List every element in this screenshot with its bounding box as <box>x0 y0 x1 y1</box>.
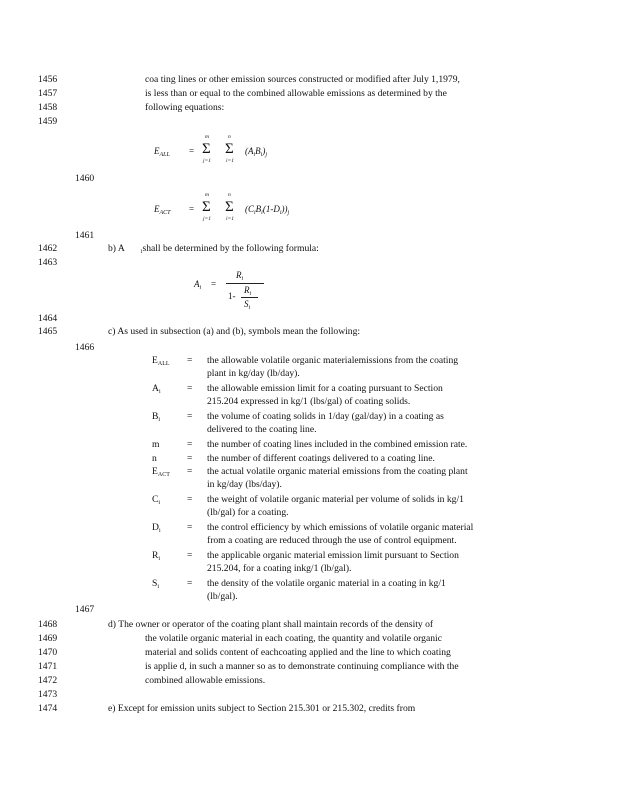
definition-text: the allowable volatile organic materialemissions from the coating <box>207 355 459 366</box>
definition-text: 215.204 expressed in kg/1 (lbs/gal) of coating solids. <box>207 396 411 407</box>
line-number: 1461 <box>75 230 95 241</box>
part-d-line: combined allowable emissions. <box>145 675 266 686</box>
definition-equals: = <box>187 494 193 505</box>
definition-text: the density of the volatile organic material in a coating in kg/1 <box>207 578 446 589</box>
definition-equals: = <box>187 439 193 450</box>
definition-text: plant in kg/day (lb/day). <box>207 368 300 379</box>
definition-equals: = <box>187 550 193 561</box>
line-number: 1456 <box>38 74 58 85</box>
line-number: 1463 <box>38 257 58 268</box>
definition-equals: = <box>187 578 193 589</box>
line-number: 1473 <box>38 689 58 700</box>
line-number: 1462 <box>38 243 58 254</box>
definition-equals: = <box>187 453 193 464</box>
definition-text: from a coating are reduced through the use of control equipment. <box>207 535 457 546</box>
definition-text: the control efficiency by which emissions of volatile organic material <box>207 522 474 533</box>
paragraph-line: following equations: <box>145 102 225 113</box>
definition-equals: = <box>187 466 193 477</box>
line-number: 1471 <box>38 661 58 672</box>
definition-symbol: $D_i$ <box>152 522 161 534</box>
limit-bottom: j=1 <box>203 158 211 164</box>
part-c-heading: c) As used in subsection (a) and (b), symbols mean the following: <box>108 326 361 337</box>
definition-symbol: $E_{ACT}$ <box>152 466 170 478</box>
line-number: 1457 <box>38 88 58 99</box>
definition-text: the applicable organic material emission limit pursuant to Section <box>207 550 459 561</box>
definition-text: in kg/day (lbs/day). <box>207 479 282 490</box>
limit-bottom: j=1 <box>203 216 211 222</box>
sigma-symbol: Σ <box>225 199 234 215</box>
formula-lhs: $A_i$ <box>194 279 202 291</box>
inner-denominator: $S_i$ <box>244 299 251 311</box>
definition-text: (lb/gal) for a coating. <box>207 507 289 518</box>
part-d-line: material and solids content of eachcoating applied and the line to which coating <box>145 647 451 658</box>
definition-symbol: $A_i$ <box>152 383 161 395</box>
fraction-bar <box>226 283 264 284</box>
eq-equals: = <box>189 204 195 214</box>
definition-symbol: $S_i$ <box>152 578 160 590</box>
definition-text: the weight of volatile organic material per volume of solids in kg/1 <box>207 494 464 505</box>
part-b-heading: b) A $_i$shall be determined by the following formula: <box>108 243 319 255</box>
definition-text: the allowable emission limit for a coating pursuant to Section <box>207 383 443 394</box>
limit-top: n <box>228 134 231 140</box>
eq-body: $(C_iB_i(1-D_i))_j$ <box>245 204 290 216</box>
eq-equals: = <box>189 146 195 156</box>
definition-symbol: $C_i$ <box>152 494 161 506</box>
line-number: 1464 <box>38 313 58 324</box>
limit-top: m <box>205 192 209 198</box>
paragraph-line: coa ting lines or other emission sources constructed or modified after July 1,1979, <box>145 74 460 85</box>
definition-text: 215.204, for a coating inkg/1 (lb/gal). <box>207 563 352 574</box>
part-d-line: is applie d, in such a manner so as to demonstrate continuing compliance with the <box>145 661 459 672</box>
inner-fraction-bar <box>241 297 258 298</box>
line-number: 1460 <box>75 173 95 184</box>
inner-numerator: $R_i$ <box>244 285 252 297</box>
line-number: 1459 <box>38 116 58 127</box>
definition-text: the number of coating lines included in the combined emission rate. <box>207 439 468 450</box>
limit-bottom: i=1 <box>226 158 234 164</box>
line-number: 1466 <box>75 342 95 353</box>
part-e-line: e) Except for emission units subject to Section 215.301 or 215.302, credits from <box>108 703 416 714</box>
sigma-symbol: Σ <box>202 141 211 157</box>
limit-top: m <box>205 134 209 140</box>
limit-top: n <box>228 192 231 198</box>
line-number: 1469 <box>38 633 58 644</box>
definition-equals: = <box>187 522 193 533</box>
paragraph-line: is less than or equal to the combined allowable emissions as determined by the <box>145 88 447 99</box>
eq-lhs: $E_{ACT}$ <box>154 204 171 216</box>
sigma-symbol: Σ <box>202 199 211 215</box>
definition-equals: = <box>187 383 193 394</box>
line-number: 1465 <box>38 326 58 337</box>
formula-numerator: $R_i$ <box>236 270 244 282</box>
definition-equals: = <box>187 355 193 366</box>
part-d-line: the volatile organic material in each coating, the quantity and volatile organic <box>145 633 442 644</box>
definition-symbol: $E_{ALL}$ <box>152 355 170 367</box>
line-number: 1472 <box>38 675 58 686</box>
definition-text: the number of different coatings delivered to a coating line. <box>207 453 435 464</box>
line-number: 1470 <box>38 647 58 658</box>
part-d-line: d) The owner or operator of the coating plant shall maintain records of the density of <box>108 619 434 630</box>
definition-equals: = <box>187 411 193 422</box>
eq-body: $(A_iB_i)_j$ <box>245 146 268 158</box>
limit-bottom: i=1 <box>226 216 234 222</box>
definition-symbol: $R_i$ <box>152 550 161 562</box>
formula-den-prefix: 1- <box>228 291 236 301</box>
definition-symbol: $B_i$ <box>152 411 161 423</box>
line-number: 1467 <box>75 604 95 615</box>
line-number: 1458 <box>38 102 58 113</box>
definition-symbol: m <box>152 439 160 450</box>
eq-lhs: $E_{ALL}$ <box>154 146 170 158</box>
definition-text: delivered to the coating line. <box>207 424 317 435</box>
definition-symbol: n <box>152 453 157 464</box>
sigma-symbol: Σ <box>225 141 234 157</box>
definition-text: (lb/gal). <box>207 591 238 602</box>
definition-text: the volume of coating solids in 1/day (gal/day) in a coating as <box>207 411 444 422</box>
definition-text: the actual volatile organic material emissions from the coating plant <box>207 466 468 477</box>
line-number: 1468 <box>38 619 58 630</box>
line-number: 1474 <box>38 703 58 714</box>
formula-equals: = <box>211 279 217 289</box>
